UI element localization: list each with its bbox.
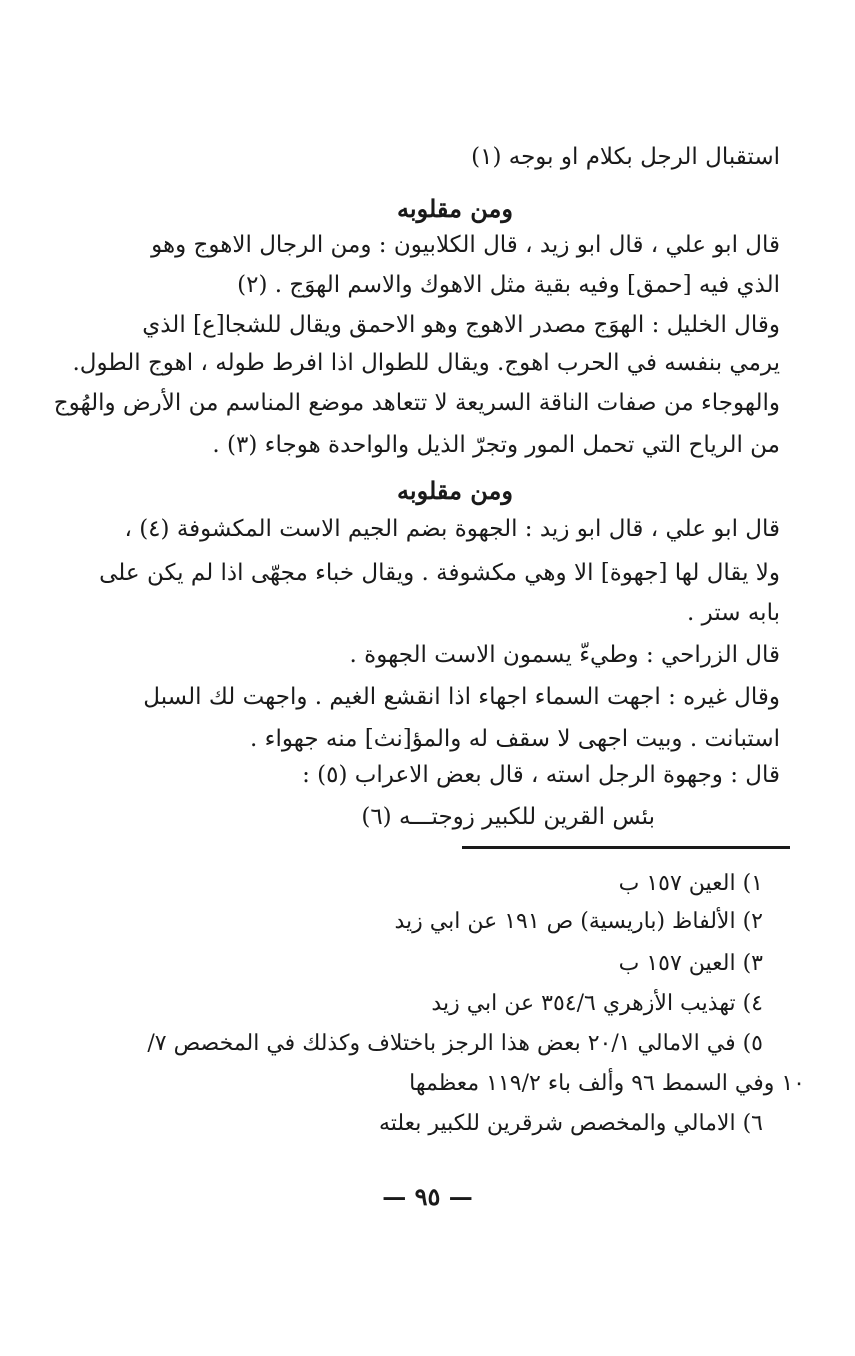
footnote-4: ٤) تهذيب الأزهري ٣٥٤/٦ عن ابي زيد — [431, 991, 763, 1016]
footnote-divider — [462, 846, 790, 849]
verse-line: بئس القرين للكبير زوجتـــه (٦) — [361, 804, 655, 830]
footnote-5: ٥) في الامالي ٢٠/١ بعض هذا الرجز باختلاف وكذلك في المخصص ٧/ — [147, 1031, 763, 1056]
body-line-12: بابه ستر . — [687, 600, 780, 626]
body-line-10: قال ابو علي ، قال ابو زيد : الجهوة بضم الجيم الاست المكشوفة (٤) ، — [124, 516, 780, 542]
body-line-4: الذي فيه [حمق] وفيه بقية مثل الاهوك والاسم الهوَج . (٢) — [237, 272, 780, 298]
section-heading-2: ومن مقلوبه — [397, 476, 513, 505]
body-line-16: قال : وجهوة الرجل استه ، قال بعض الاعراب (٥) : — [302, 762, 780, 788]
body-line-11: ولا يقال لها [جهوة] الا وهي مكشوفة . ويقال خباء مجهّى اذا لم يكن على — [99, 560, 780, 586]
body-line-1: استقبال الرجل بكلام او بوجه (١) — [471, 144, 780, 170]
section-heading-1: ومن مقلوبه — [397, 194, 513, 223]
footnote-2: ٢) الألفاظ (باريسية) ص ١٩١ عن ابي زيد — [394, 909, 763, 934]
body-line-15: استبانت . وبيت اجهى لا سقف له والمؤ[نث] منه جهواء . — [250, 726, 780, 752]
page-number: — ٩٥ — — [382, 1182, 473, 1211]
footnote-6: ٦) الامالي والمخصص شرقرين للكبير بعلته — [378, 1111, 763, 1136]
body-line-13: قال الزراحي : وطيءّ يسمون الاست الجهوة . — [349, 642, 780, 668]
body-line-14: وقال غيره : اجهت السماء اجهاء اذا انقشع الغيم . واجهت لك السبل — [143, 684, 780, 710]
body-line-3: قال ابو علي ، قال ابو زيد ، قال الكلابيون : ومن الرجال الاهوج وهو — [151, 232, 780, 258]
footnote-1: ١) العين ١٥٧ ب — [618, 871, 763, 896]
body-line-7: والهوجاء من صفات الناقة السريعة لا تتعاهد موضع المناسم من الأرض والهُوج — [53, 390, 780, 416]
body-line-5: وقال الخليل : الهوَج مصدر الاهوج وهو الاحمق ويقال للشجا[ع] الذي — [142, 312, 780, 338]
body-line-6: يرمي بنفسه في الحرب اهوج. ويقال للطوال اذا افرط طوله ، اهوج الطول. — [72, 350, 780, 376]
footnote-5-continued: ١٠ وفي السمط ٩٦ وألف باء ١١٩/٢ معظمها — [409, 1071, 805, 1096]
footnote-3: ٣) العين ١٥٧ ب — [618, 951, 763, 976]
body-line-8: من الرياح التي تحمل المور وتجرّ الذيل والواحدة هوجاء (٣) . — [212, 432, 780, 458]
